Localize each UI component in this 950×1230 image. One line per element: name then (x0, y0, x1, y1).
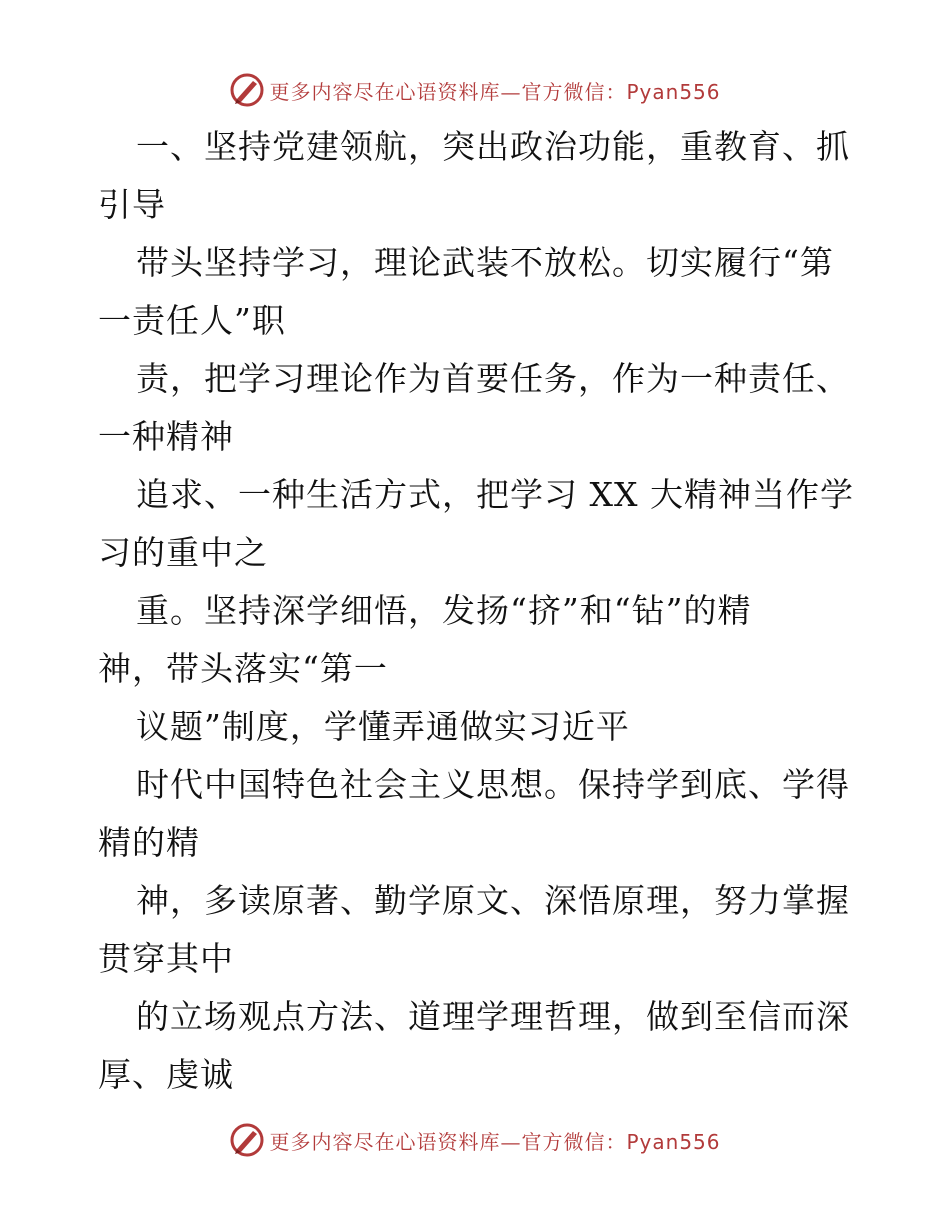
body-line: 一种精神 (98, 417, 234, 456)
body-line: 责，把学习理论作为首要任务，作为一种责任、 (136, 359, 850, 398)
footer-watermark-banner (0, 1120, 950, 1160)
banner-official-label: 官方微信： (521, 79, 627, 104)
body-line: 贯穿其中 (98, 939, 234, 978)
document-body (98, 118, 858, 1104)
banner-text (269, 76, 720, 105)
body-line: 神，多读原著、勤学原文、深悟原理，努力掌握 (136, 881, 850, 920)
banner-text (269, 1126, 720, 1155)
body-line: 重。坚持深学细悟，发扬“挤”和“钻”的精 (136, 591, 752, 630)
body-line: 追求、一种生活方式，把学习 XX 大精神当作学 (136, 475, 854, 514)
body-line: 议题”制度，学懂弄通做实习近平 (136, 707, 630, 746)
banner-account: Pyan556 (626, 79, 721, 104)
body-line: 神，带头落实“第一 (98, 649, 388, 688)
header-watermark-banner (0, 70, 950, 110)
pen-logo-icon (229, 72, 265, 108)
pen-logo-icon (229, 1122, 265, 1158)
banner-separator: — (500, 79, 522, 104)
body-line: 习的重中之 (98, 533, 268, 572)
body-line: 时代中国特色社会主义思想。保持学到底、学得 (136, 765, 850, 804)
banner-separator: — (500, 1129, 522, 1154)
body-line: 带头坚持学习，理论武装不放松。切实履行“第 (136, 243, 834, 282)
body-line: 精的精 (98, 823, 200, 862)
body-line: 一责任人”职 (98, 301, 286, 340)
banner-account: Pyan556 (626, 1129, 721, 1154)
banner-official-label: 官方微信： (521, 1129, 627, 1154)
body-line: 一、坚持党建领航，突出政治功能，重教育、抓 (136, 127, 850, 166)
banner-site-text: 更多内容尽在心语资料库 (269, 1129, 501, 1154)
banner-site-text: 更多内容尽在心语资料库 (269, 79, 501, 104)
body-line: 引导 (98, 185, 166, 224)
body-line: 厚、虔诚 (98, 1055, 234, 1094)
body-line: 的立场观点方法、道理学理哲理，做到至信而深 (136, 997, 850, 1036)
